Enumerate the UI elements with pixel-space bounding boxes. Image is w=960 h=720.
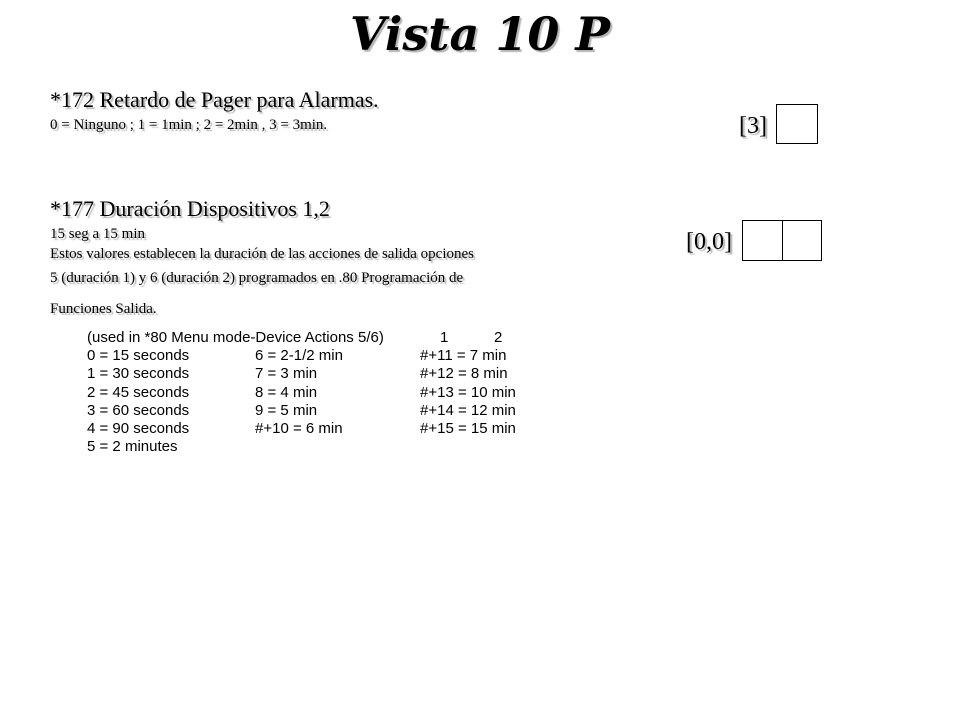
- table-cell: 2 = 45 seconds: [87, 383, 190, 401]
- table-cell: #+13 = 10 min: [420, 383, 516, 401]
- section-177-entry-box-2[interactable]: [782, 220, 822, 261]
- section-177-heading: *177 Duración Dispositivos 1,2: [50, 196, 330, 221]
- table-cell: #+15 = 15 min: [420, 419, 516, 437]
- section-177-description-line-1: Estos valores establecen la duración de las acciones de salida opciones: [50, 246, 475, 262]
- section-177-range: 15 seg a 15 min: [50, 226, 145, 242]
- table-cell: 1 = 30 seconds: [87, 365, 190, 383]
- section-177-description-line-3: Funciones Salida.: [50, 301, 157, 317]
- table-cell: #+14 = 12 min: [420, 401, 516, 419]
- table-cell: 3 = 60 seconds: [87, 401, 190, 419]
- table-cell: 0 = 15 seconds: [87, 347, 190, 365]
- section-172-default: [3]: [739, 113, 767, 139]
- section-172-entry-box[interactable]: [776, 104, 818, 144]
- table-cell: 4 = 90 seconds: [87, 419, 190, 437]
- table-cell: 6 = 2-1/2 min: [255, 347, 343, 365]
- section-177-default: [0,0]: [686, 229, 732, 255]
- table-cell: 9 = 5 min: [255, 401, 318, 419]
- section-177-description-line-2: 5 (duración 1) y 6 (duración 2) programados en .80 Programación de: [50, 270, 464, 286]
- table-cell: #+12 = 8 min: [420, 365, 508, 383]
- table-cell: 8 = 4 min: [255, 383, 318, 401]
- table-cell: 7 = 3 min: [255, 365, 318, 383]
- section-172-heading: *172 Retardo de Pager para Alarmas.: [50, 87, 379, 112]
- table-header-col-1: 1: [440, 329, 449, 346]
- section-177-entry-box-1[interactable]: [742, 220, 783, 261]
- section-172-options: 0 = Ninguno ; 1 = 1min ; 2 = 2min , 3 = 3min.: [50, 117, 328, 133]
- table-cell: #+10 = 6 min: [255, 419, 343, 437]
- table-header-col-2: 2: [494, 329, 503, 346]
- page-title: Vista 10 P: [350, 7, 610, 61]
- table-cell: 5 = 2 minutes: [87, 438, 178, 456]
- table-cell: #+11 = 7 min: [420, 347, 507, 365]
- table-header-note: (used in *80 Menu mode-Device Actions 5/6): [87, 329, 384, 346]
